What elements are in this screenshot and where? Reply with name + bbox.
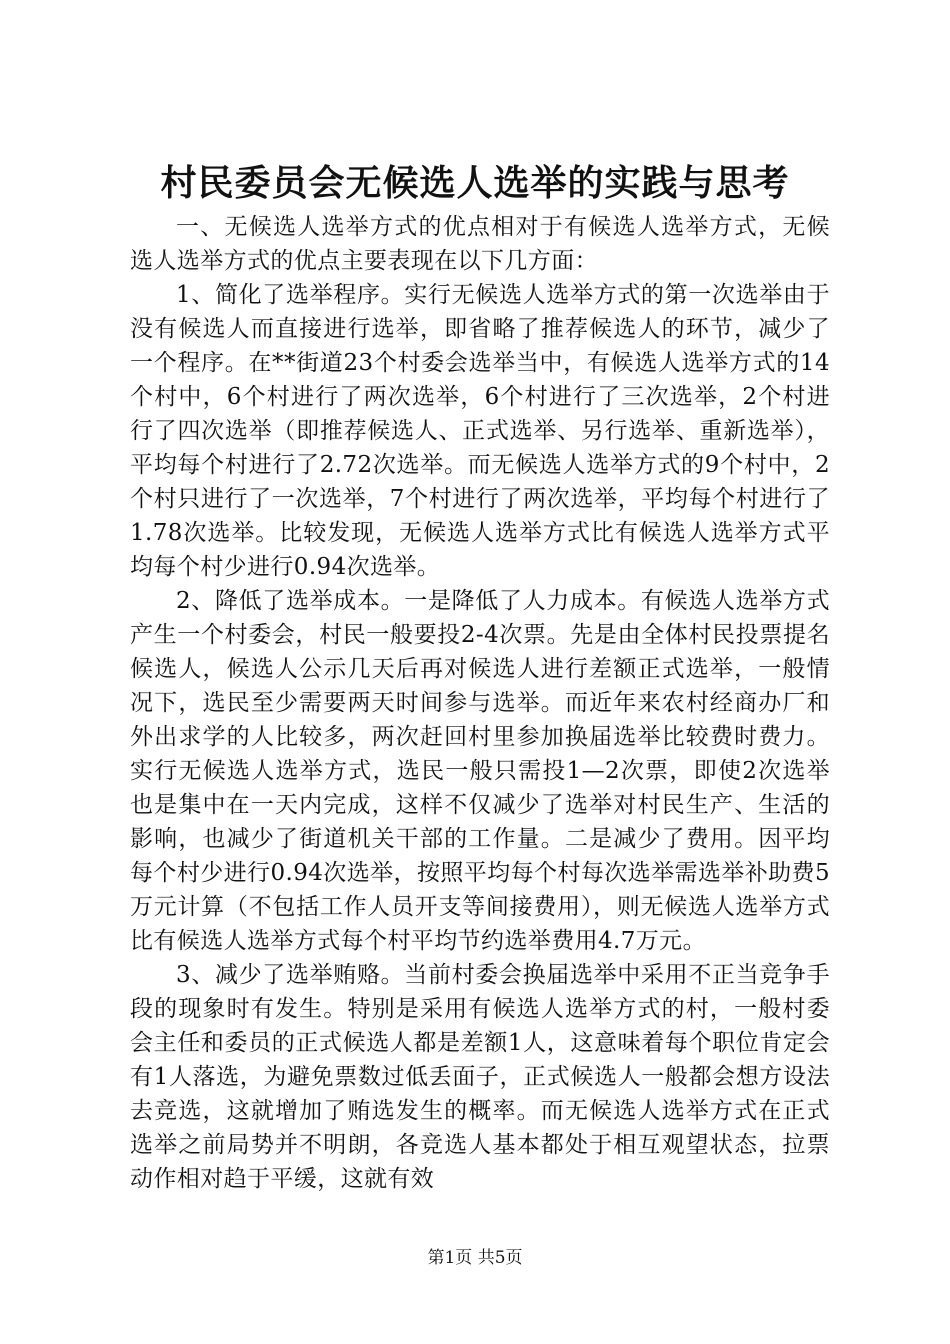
paragraph: 2、降低了选举成本。一是降低了人力成本。有候选人选举方式产生一个村委会，村民一般要投2-4次票。先是由全体村民投票提名候选人，候选人公示几天后再对候选人进行差额正式选举，一般情况下，选民至少需要两天时间参与选举。而近年来农村经商办厂和外出求学的人比较多，两次赶回村里参加换届选举比较费时费力。实行无候选人选举方式，选民一般只需投1—2次票，即使2次选举也是集中在一天内完成，这样不仅减少了选举对村民生产、生活的影响，也减少了街道机关干部的工作量。二是减少了费用。因平均每个村少进行0.94次选举，按照平均每个村每次选举需选举补助费5万元计算（不包括工作人员开支等间接费用），则无候选人选举方式比有候选人选举方式每个村平均节约选举费用4.7万元。 <box>130 588 830 954</box>
paragraph: 一、无候选人选举方式的优点相对于有候选人选举方式，无候选人选举方式的优点主要表现在以下几方面： <box>130 214 830 274</box>
document-body <box>130 210 830 1196</box>
page-number-footer: 第1页 共5页 <box>427 1248 523 1268</box>
paragraph: 1、简化了选举程序。实行无候选人选举方式的第一次选举由于没有候选人而直接进行选举，即省略了推荐候选人的环节，减少了一个程序。在**街道23个村委会选举当中，有候选人选举方式的14个村中，6个村进行了两次选举，6个村进行了三次选举，2个村进行了四次选举（即推荐候选人、正式选举、另行选举、重新选举），平均每个村进行了2.72次选举。而无候选人选举方式的9个村中，2个村只进行了一次选举，7个村进行了两次选举，平均每个村进行了1.78次选举。比较发现，无候选人选举方式比有候选人选举方式平均每个村少进行0.94次选举。 <box>130 282 830 580</box>
document-title: 村民委员会无候选人选举的实践与思考 <box>160 162 790 204</box>
paragraph: 3、减少了选举贿赂。当前村委会换届选举中采用不正当竞争手段的现象时有发生。特别是采用有候选人选举方式的村，一般村委会主任和委员的正式候选人都是差额1人，这意味着每个职位肯定会有1人落选，为避免票数过低丢面子，正式候选人一般都会想方设法去竞选，这就增加了贿选发生的概率。而无候选人选举方式在正式选举之前局势并不明朗，各竞选人基本都处于相互观望状态，拉票动作相对趋于平缓，这就有效 <box>130 962 830 1192</box>
